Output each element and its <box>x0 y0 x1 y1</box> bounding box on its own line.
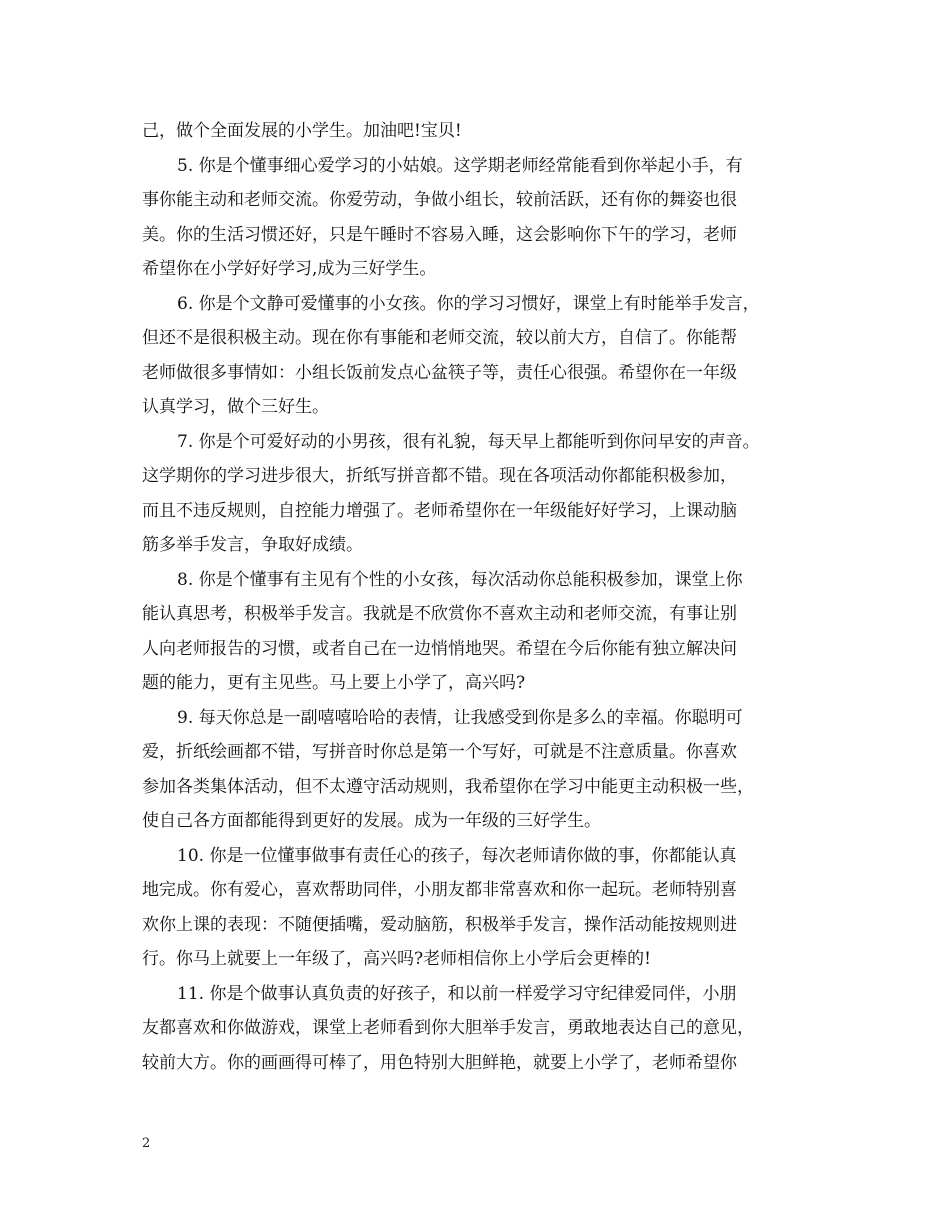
text-line: 9. 每天你总是一副嘻嘻哈哈的表情，让我感受到你是多么的幸福。你聪明可 <box>177 707 743 728</box>
text-line: 7. 你是个可爱好动的小男孩，很有礼貌，每天早上都能听到你问早安的声音。 <box>177 431 760 452</box>
text-line: 11. 你是个做事认真负责的好孩子，和以前一样爱学习守纪律爱同伴，小朋 <box>177 983 737 1004</box>
text-line: 6. 你是个文静可爱懂事的小女孩。你的学习习惯好，课堂上有时能举手发言， <box>177 293 760 314</box>
text-line: 事你能主动和老师交流。你爱劳动，争做小组长，较前活跃，还有你的舞姿也很 <box>142 190 737 210</box>
text-line: 认真学习，做个三好生。 <box>142 397 329 417</box>
text-line: 爱，折纸绘画都不错，写拼音时你总是第一个写好，可就是不注意质量。你喜欢 <box>142 742 737 762</box>
text-line: 欢你上课的表现：不随便插嘴，爱动脑筋，积极举手发言，操作活动能按规则进 <box>142 914 737 935</box>
text-line: 美。你的生活习惯还好，只是午睡时不容易入睡，这会影响你下午的学习，老师 <box>142 224 737 245</box>
text-line: 己，做个全面发展的小学生。加油吧!宝贝! <box>142 121 462 141</box>
text-line: 友都喜欢和你做游戏，课堂上老师看到你大胆举手发言，勇敢地表达自己的意见， <box>142 1018 754 1038</box>
text-line: 10. 你是一位懂事做事有责任心的孩子，每次老师请你做的事，你都能认真 <box>177 845 737 866</box>
text-line: 但还不是很积极主动。现在你有事能和老师交流，较以前大方，自信了。你能帮 <box>142 328 737 348</box>
text-line: 这学期你的学习进步很大，折纸写拼音都不错。现在各项活动你都能积极参加， <box>142 466 737 486</box>
text-line: 题的能力，更有主见些。马上要上小学了，高兴吗? <box>142 673 526 693</box>
text-line: 使自己各方面都能得到更好的发展。成为一年级的三好学生。 <box>142 811 601 831</box>
document-body <box>142 114 832 1080</box>
text-line: 能认真思考，积极举手发言。我就是不欣赏你不喜欢主动和老师交流，有事让别 <box>142 604 737 624</box>
page-number: 2 <box>142 1136 151 1151</box>
text-line: 较前大方。你的画画得可棒了，用色特别大胆鲜艳，就要上小学了，老师希望你 <box>142 1052 737 1073</box>
text-line: 地完成。你有爱心，喜欢帮助同伴，小朋友都非常喜欢和你一起玩。老师特别喜 <box>142 880 737 900</box>
text-line: 参加各类集体活动，但不太遵守活动规则，我希望你在学习中能更主动积极一些， <box>142 776 754 797</box>
text-line: 行。你马上就要上一年级了，高兴吗?老师相信你上小学后会更棒的! <box>142 949 651 969</box>
text-line: 8. 你是个懂事有主见有个性的小女孩，每次活动你总能积极参加，课堂上你 <box>177 569 743 590</box>
text-line: 筋多举手发言，争取好成绩。 <box>142 535 363 555</box>
text-line: 人向老师报告的习惯，或者自己在一边悄悄地哭。希望在今后你能有独立解决问 <box>142 638 737 659</box>
text-line: 而且不违反规则，自控能力增强了。老师希望你在一年级能好好学习，上课动脑 <box>142 500 737 521</box>
text-line: 5. 你是个懂事细心爱学习的小姑娘。这学期老师经常能看到你举起小手，有 <box>177 155 743 176</box>
text-line: 老师做很多事情如：小组长饭前发点心盆筷子等，责任心很强。希望你在一年级 <box>142 362 737 383</box>
text-line: 希望你在小学好好学习,成为三好学生。 <box>142 259 437 279</box>
